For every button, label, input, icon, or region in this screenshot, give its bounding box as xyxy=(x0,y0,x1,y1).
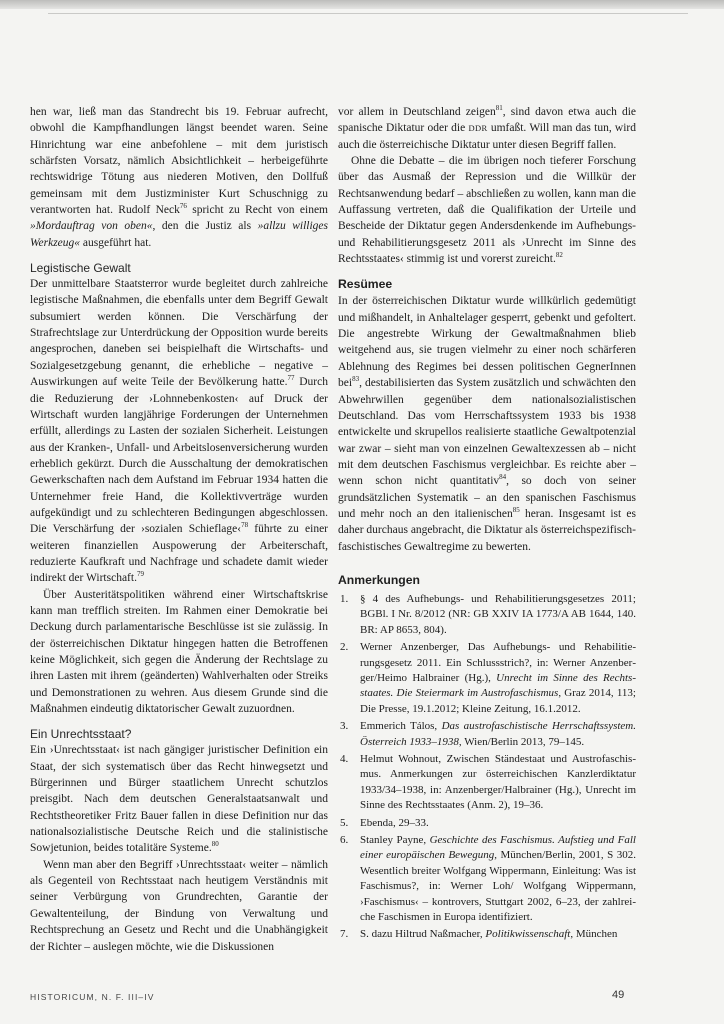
footnote-ref: 85 xyxy=(512,506,520,515)
section-heading-unrechtsstaat: Ein Unrechtsstaat? xyxy=(30,727,132,742)
footnote-ref: 82 xyxy=(555,251,563,260)
paragraph: Ohne die Debatte – die im übrigen noch tieferer Forschung über das Ausmaß der Repression und die Willkür der Rechtsanwendung bedarf – abschließen zu wollen, kann man die Auffassung vertreten, daß die Qualifikation der Urteile und Bescheide der Diktatur gegen Andersdenkende im Aufhebungs- und Rehabilitierungsgesetz 2011 als ›Unrecht im Sinne des Rechtsstaates‹ stimmig ist und vorerst zureicht.$^{82}$ xyxy=(338,155,636,266)
paragraph: Über Austeritätspolitiken während einer Wirtschaftskrise kann man trefflich streiten. Im Rahmen einer Demokratie bei Deckung durch parlamentarische Beschlüsse ist sie zulässig. In der österreichischen Diktatur hingegen hatten die Betroffenen keine Möglichkeit, sich gegen die Änderung der Rechtslage zu ihren Lasten mit ihrem (geänderten) Wahlverhalten oder Streiks und Demonstrationen zu wehren. Aus diesem Grunde sind die Maßnahmen eindeutig diktatorischer Gewalt zuzuordnen. xyxy=(30,588,328,716)
footnote-ref: 76 xyxy=(179,202,187,211)
footnote-ref: 83 xyxy=(352,375,360,384)
scan-top-edge xyxy=(0,0,724,9)
footnote-ref: 78 xyxy=(241,521,249,530)
footnote-ref: 81 xyxy=(495,104,503,113)
endnotes-list xyxy=(338,592,636,943)
footnote-ref: 80 xyxy=(211,840,219,849)
section-heading-anmerkungen: Anmerkungen xyxy=(338,572,420,587)
footnote-ref: 84 xyxy=(499,473,507,482)
footnote-ref: 79 xyxy=(136,570,144,579)
paragraph: Ein ›Unrechtsstaat‹ ist nach gängiger juristischer Definition ein Staat, der sich systematisch über das Recht hinwegsetzt und Bürgerinnen und Bürger staatlichem Unrecht schutzlos preisgibt. Nach dem deutschen Generalstaatsanwalt und Rechtstheoretiker Fritz Bauer fallen in diese Definition nur das nationalsozialistische Deutsche Reich und die stalinistische Sowjetunion, beides totalitäre Systeme.$^{80}$ xyxy=(30,744,328,855)
endnote: 5. Ebenda, 29–33. xyxy=(340,816,429,829)
header-rule xyxy=(48,13,688,14)
journal-footer: HISTORICUM, N. F. III–IV xyxy=(30,992,155,1002)
paragraph: vor allem in Deutschland zeigen$^{81}$, sind davon etwa auch die spanische Diktatur oder die DDR umfaßt. Will man das tun, wird auch die österreichische Diktatur unter diesen Begriff fallen. xyxy=(338,104,637,151)
endnote: 2. Werner Anzenberger, Das Aufhebungs- und Rehabilitierungsgesetz 2011. Ein Schlussstrich?, in: Werner Anzenberger/Heimo Halbrainer (Hg.), Unrecht im Sinne des Rechtsstaates. Die Steiermark im Austrofaschismus, Graz 2014, 113; Die Presse, 19.1.2012; Kleine Zeitung, 16.1.2012. xyxy=(340,641,637,715)
paragraph: Der unmittelbare Staatsterror wurde begleitet durch zahlreiche legistische Maßnahmen, die ebenfalls unter dem Begriff Gewalt subsumiert werden können. Die Verschärfung der Strafrechtslage zur Unterdrückung der Opposition wurde bereits angesprochen, daneben sei beispielhaft die Wirtschafts- und Sozialgesetzgebung genannt, die erhebliche – negative – Auswirkungen auf weite Teile der Bevölkerung hatte.$^{77}$ Durch die Reduzierung der ›Lohnnebenkosten‹ auf Druck der Wirtschaft wurden langjährige Forderungen der Unternehmen erfüllt, allerdings zu Lasten der sozialen Sicherheit. Leistungen aus der Kranken-, Unfall- und Arbeitslosenversicherung wurden erheblich gekürzt. Durch die Ausschaltung der demokratischen Gewerkschaften nach dem Aufstand im Februar 1934 hatten die Unternehmer freie Hand, die Kollektivverträge wurden aufgekündigt und zu schlechteren Bedingungen abgeschlossen. Die Verschärfung der ›sozialen Schieflage‹$^{78}$ führte zu einer weiteren finanziellen Auspowerung der Arbeiterschaft, reduzierte Kaufkraft und Nachfrage und schadete damit wieder indirekt der Wirtschaft.$^{79}$ xyxy=(30,278,329,585)
section-heading-legistische-gewalt: Legistische Gewalt xyxy=(30,261,131,276)
endnote: 4. Helmut Wohnout, Zwischen Ständestaat und Austrofaschismus. Anmerkungen zur österreichischen Kanzlerdiktatur 1933/34–1938, in: Anzenberger/Halbrainer (Hg.), Unrecht im Sinne des Rechtsstaates (Anm. 2), 19–36. xyxy=(340,753,636,812)
page-number: 49 xyxy=(612,989,625,1001)
paragraph: In der österreichischen Diktatur wurde willkürlich gedemütigt und mißhandelt, in Anhaltelager gesperrt, gebenkt und gefoltert. Die angestrebte Wirkung der Gewaltmaßnahmen blieb weitgehend aus, sie trugen vielmehr zu einer noch schärferen Ablehnung des Regimes bei dessen politischen GegnerInnen bei$^{83}$, destabilisierten das System zusätzlich und schwächten den Abwehrwillen gegenüber dem nationalsozialistischen Deutschland. Das vom Herrschaftssystem 1933 bis 1938 entwickelte und skrupellos realisierte staatliche Gewaltpotenzial war zwar – sieht man von einzelnen Gewaltexzessen ab – nicht mit dem deutschen Faschismus vergleichbar. Es reichte aber – wenn schon nicht quantitativ$^{84}$, so doch von seiner grundsätzlichen Systematik – an den spanischen Faschismus und mehr noch an den italienischen$^{85}$ heran. Insgesamt ist es daher durchaus angebracht, die Diktatur als österreichspezifisch-faschistisches Gewaltregime zu bewerten. xyxy=(338,295,636,553)
section-heading-resuemee: Resümee xyxy=(338,277,393,292)
endnote: 3. Emmerich Tálos, Das austrofaschistische Herrschaftssystem. Österreich 1933–1938, Wien/Berlin 2013, 79–145. xyxy=(340,720,637,748)
paragraph: hen war, ließ man das Standrecht bis 19. Februar aufrecht, obwohl die Kampfhandlungen längst beendet waren. Seine Hinrichtung war eine anbefohlene – mit dem juristisch schärfsten Vorsatz, nämlich Absichtlichkeit – herbeigeführte rechtswidrige Tötung aus niederen Motiven, den Dollfuß gemeinsam mit dem Justizminister Kurt Schuschnigg zu verantworten hat. Rudolf Neck$^{76}$ spricht zu Recht von einem »Mordauftrag von oben«, den die Justiz als »allzu williges Werkzeug« ausgeführt hat. xyxy=(30,106,329,249)
endnote: 1. § 4 des Aufhebungs- und Rehabilitierungsgesetzes 2011; BGBl. I Nr. 8/2012 (NR: GB XXIV IA 1773/A AB 1644, 140. BR: AP 8653, 804). xyxy=(340,592,636,636)
right-column xyxy=(338,104,636,945)
paragraph: Wenn man aber den Begriff ›Unrechtsstaat‹ weiter – nämlich als Gegenteil von Rechtsstaat nach heutigem Verständnis mit seiner Verbürgung von Grundrechten, Garantie der Gewaltenteilung, der Bindung von Verwaltung und Rechtsprechung an Gesetz und Recht und die Unabhängigkeit der Richter – auslegen möchte, wie die Diskussionen xyxy=(30,858,328,953)
endnote: 6. Stanley Payne, Geschichte des Faschismus. Aufstieg und Fall einer europäischen Bewegung, München/Berlin, 2001, S 302. Wesentlich breiter Wolfgang Wippermann, Einleitung: Was ist Faschismus?, in: Werner Loh/ Wolfgang Wippermann, ›Faschismus‹ – kontrovers, Stuttgart 2002, 6–23, der zahlreiche Faschismen in Europa identifiziert. xyxy=(340,834,636,924)
footnote-ref: 77 xyxy=(287,374,295,383)
left-column xyxy=(30,104,328,955)
endnote: 7. S. dazu Hiltrud Naßmacher, Politikwissenschaft, München xyxy=(340,928,618,941)
